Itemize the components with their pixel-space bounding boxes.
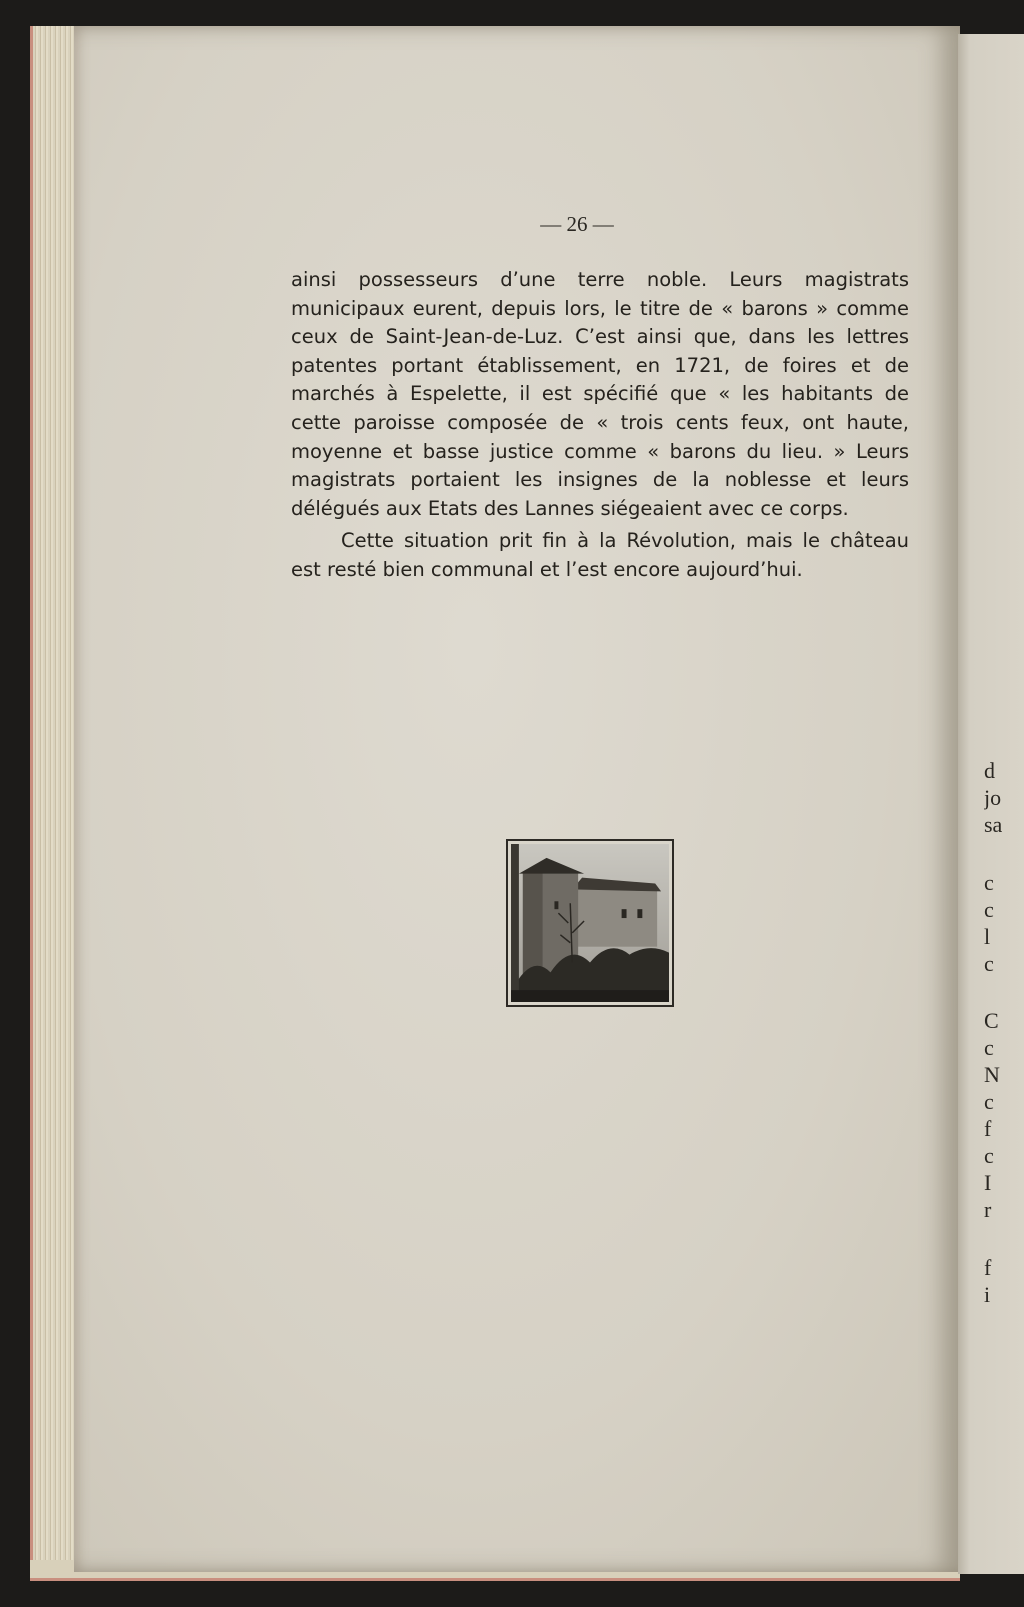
facing-fragment-12: f — [984, 1116, 992, 1141]
facing-fragment-8: C — [984, 1008, 999, 1033]
castle-illustration — [511, 844, 669, 1002]
facing-fragment-2: jo — [984, 785, 1002, 810]
castle-photograph — [506, 839, 674, 1007]
facing-fragment-3: sa — [984, 812, 1003, 837]
book-page — [74, 26, 960, 1572]
facing-fragment-4: c — [984, 870, 994, 895]
paragraph-2: Cette situation prit fin à la Révolution, mais le château est resté bien communal et l’est encore aujourd’hui. — [291, 529, 909, 581]
body-text — [291, 266, 909, 585]
facing-fragment-13: c — [984, 1143, 994, 1168]
facing-fragment-17: i — [984, 1282, 991, 1307]
page-number: — 26 — — [540, 212, 614, 236]
facing-fragment-16: f — [984, 1255, 992, 1280]
facing-fragment-6: l — [984, 924, 991, 949]
facing-fragment-7: c — [984, 951, 994, 976]
facing-fragment-1: d — [984, 758, 995, 783]
facing-fragment-15: r — [984, 1197, 992, 1222]
facing-fragment-14: I — [984, 1170, 992, 1195]
facing-fragment-10: N — [984, 1062, 1000, 1087]
facing-fragment-9: c — [984, 1035, 994, 1060]
facing-fragment-5: c — [984, 897, 994, 922]
paragraph-1: ainsi possesseurs d’une terre noble. Leurs magistrats municipaux eurent, depuis lors, le titre de « barons » comme ceux de Saint-Jean-de-Luz. C’est ainsi que, dans les lettres patentes portant établissement, en 1721, de foires et de marchés à Espelette, il est spécifié que « les habitants de cette paroisse composée de « trois cents feux, ont haute, moyenne et basse justice comme « barons du lieu. » Leurs magistrats portaient les insignes de la noblesse et leurs délégués aux Etats des Lannes siégeaient avec ce corps. — [291, 268, 909, 520]
facing-fragment-11: c — [984, 1089, 994, 1114]
